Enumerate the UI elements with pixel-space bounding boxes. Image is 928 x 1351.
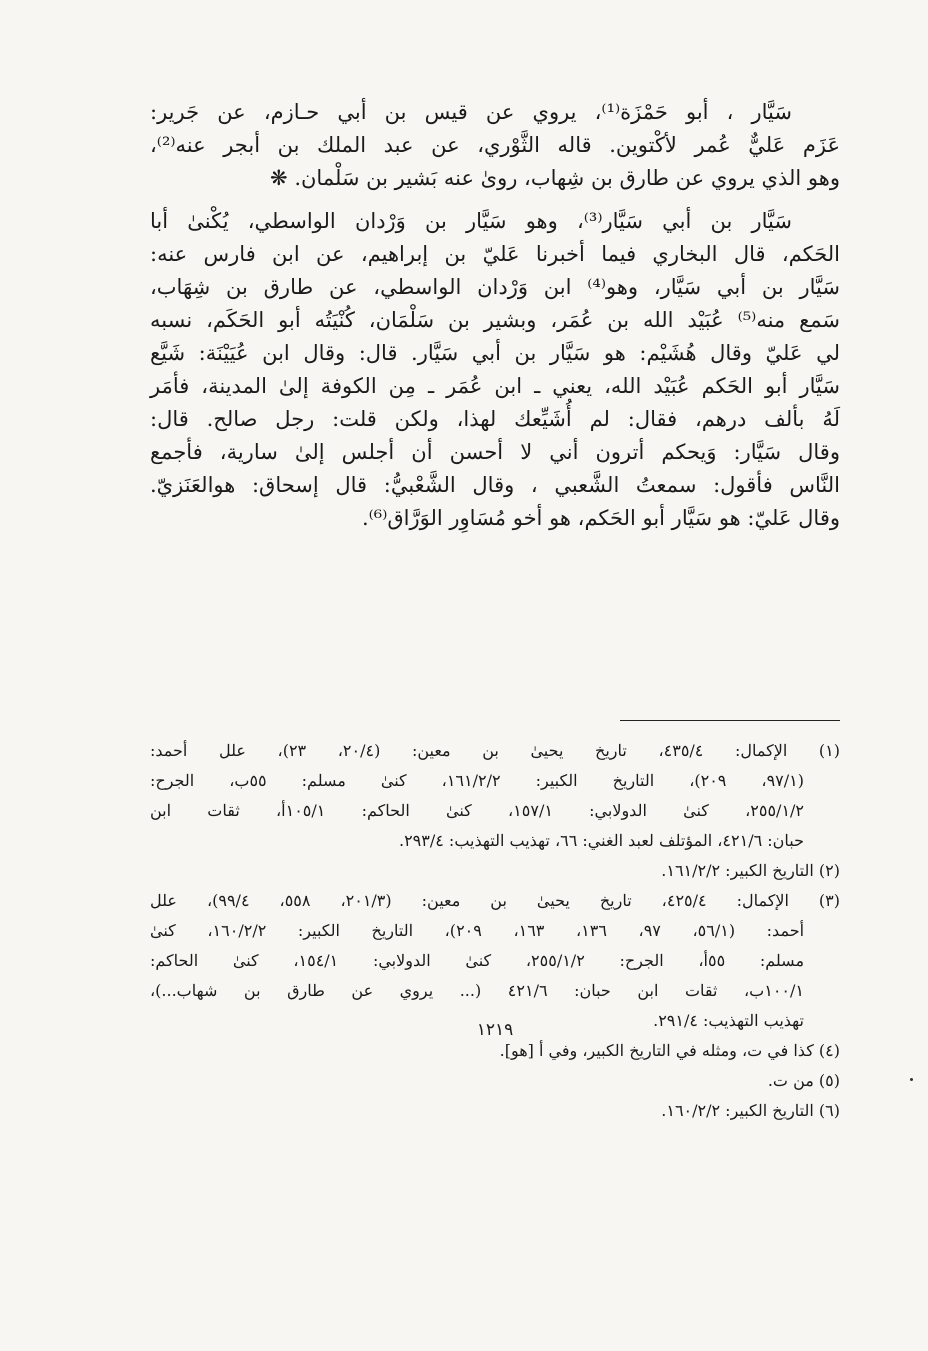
footnote-2 xyxy=(150,856,840,886)
footnote-line: مسلم: ٥٥أ، الجرح: ٢٥٥/١/٢، كنىٰ الدولابي: ١٥٤/١، كنىٰ الحاكم: xyxy=(150,951,805,970)
footnote-4 xyxy=(150,1036,840,1066)
footnotes xyxy=(150,736,840,1126)
body-line: وقال سَيَّار: وَيحكم أترون أني لا أحسن أن أجلس إلىٰ سارية، فأجمع xyxy=(150,440,840,464)
body-line: وقال عَليّ: هو سَيَّار أبو الحَكم، هو أخو مُسَاوِر الوَرَّاق⁽⁶⁾. xyxy=(361,506,840,530)
body-line: الحَكم، قال البخاري فيما أخبرنا عَليّ بن إبراهيم، عن ابن فارس عنه: xyxy=(150,242,840,266)
body-line: لَهُ بألف درهم، فقال: لم أُشَيِّعك لهذا، ولكن قلت: رجل صالح. قال: xyxy=(150,407,840,431)
page-number: ١٢١٩ xyxy=(476,1020,514,1040)
footnote-5 xyxy=(150,1066,840,1096)
footnote-3 xyxy=(150,886,840,1036)
entry-sayyar-bin-abi-sayyar xyxy=(150,205,840,535)
scan-speck xyxy=(910,1078,913,1081)
body-line: سَمع منه⁽⁵⁾ عُبَيْد الله بن عُمَر، وبشير بن سَلْمَان، كُنْيَتُه أبو الحَكَم، نسبه xyxy=(150,308,840,332)
footnote-line: (٤) كذا في ت، ومثله في التاريخ الكبير، وفي أ [هو]. xyxy=(499,1041,840,1060)
book-page xyxy=(150,96,841,1120)
footnote-separator xyxy=(620,720,840,721)
footnote-line: (٦) التاريخ الكبير: ١٦٠/٢/٢. xyxy=(661,1101,840,1120)
footnote-line: حبان: ٤٢١/٦، المؤتلف لعبد الغني: ٦٦، تهذيب التهذيب: ٢٩٣/٤. xyxy=(398,831,804,850)
body-line: النَّاس فأقول: سمعتُ الشَّعبي ، وقال الشَّعْبيُّ: قال إسحاق: هوالعَنَزيّ. xyxy=(150,473,840,497)
footnote-line: (١) الإكمال: ٤٣٥/٤، تاريخ يحيىٰ بن معين: (٢٠/٤، ٢٣)، علل أحمد: xyxy=(150,741,841,760)
footnote-6 xyxy=(150,1096,840,1126)
body-line: سَيَّار أبو الحَكم عُبَيْد الله، يعني ـ ابن عُمَر ـ مِن الكوفة إلىٰ المدينة، فأمَر xyxy=(150,374,840,398)
body-line: سَيَّار بن أبي سَيَّار، وهو⁽⁴⁾ ابن وَرْدان الواسطي، عن طارق بن شِهَاب، xyxy=(150,275,840,299)
body-line: وهو الذي يروي عن طارق بن شِهاب، روىٰ عنه بَشير بن سَلْمان. ❋ xyxy=(270,166,840,190)
footnote-line: (٩٧/١، ٢٠٩)، التاريخ الكبير: ١٦١/٢/٢، كنىٰ مسلم: ٥٥ب، الجرح: xyxy=(150,771,804,790)
footnote-line: ١٠٠/١ب، ثقات ابن حبان: ٤٢١/٦ (... يروي عن طارق بن شهاب...)، xyxy=(150,981,804,1000)
body-line: سَيَّار بن أبي سَيَّار⁽³⁾، وهو سَيَّار بن وَرْدان الواسطي، يُكْنىٰ أبا xyxy=(150,209,792,233)
footnote-1 xyxy=(150,736,840,856)
body-line: سَيَّار ، أبو حَمْزَة⁽¹⁾، يروي عن قيس بن أبي حـازم، عن جَرير: xyxy=(150,100,792,124)
footnote-line: (٣) الإكمال: ٤٢٥/٤، تاريخ يحيىٰ بن معين: (٢٠١/٣، ٥٥٨، ٩٩/٤)، علل xyxy=(150,891,841,910)
body-line: لي عَليّ وقال هُشَيْم: هو سَيَّار بن أبي سَيَّار. قال: وقال ابن عُيَيْنَة: شَيَّع xyxy=(150,341,840,365)
footnote-line: (٥) من ت. xyxy=(767,1071,840,1090)
footnote-line: ٢٥٥/١/٢، كنىٰ الدولابي: ١٥٧/١، كنىٰ الحاكم: ١٠٥/١أ، ثقات ابن xyxy=(150,801,805,820)
entry-sayyar-abu-hamza xyxy=(150,96,840,195)
body-line: عَزَم عَليٌّ عُمر لأكْتوين. قاله الثَّوْري، عن عبد الملك بن أبجر عنه⁽²⁾، xyxy=(150,133,840,157)
footnote-line: (٢) التاريخ الكبير: ١٦١/٢/٢. xyxy=(661,861,840,880)
footnote-line: أحمد: (٥٦/١، ٩٧، ١٣٦، ١٦٣، ٢٠٩)، التاريخ الكبير: ١٦٠/٢/٢، كنىٰ xyxy=(150,921,805,940)
footnote-line: تهذيب التهذيب: ٢٩١/٤. xyxy=(653,1011,804,1030)
